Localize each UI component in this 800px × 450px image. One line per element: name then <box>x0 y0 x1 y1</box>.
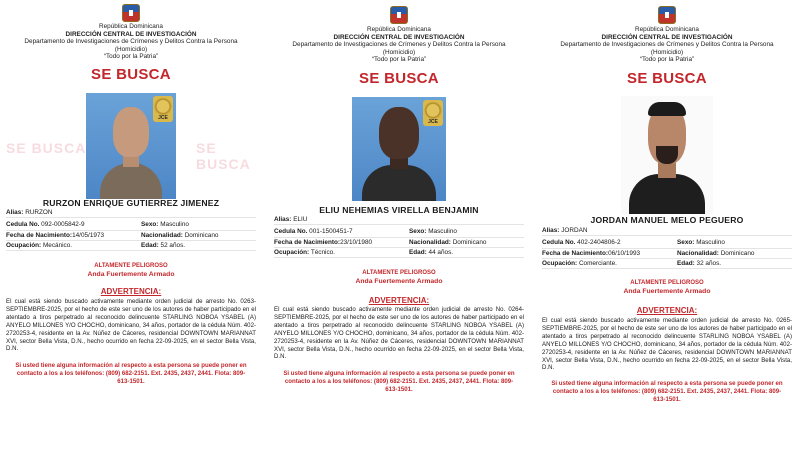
jce-seal-icon: JCE <box>153 96 173 122</box>
warning-title: ADVERTENCIA: <box>100 287 162 296</box>
danger-label: ALTAMENTE PELIGROSO <box>362 270 436 276</box>
warning-body: El cual está siendo buscado activamente mediante orden judicial de arresto No. 0263-SEPTIEMBRE-2025, por el hecho de este ser uno de los autores de haber participado en el atentado a tiros perpetrado al reconocido delincuente STARLING NOBOA YSABEL (A) ANYELO MILLONES Y/O CHOCHO, dominicano, 34 años, portador de la cédula Núm. 402-2720253-4, residente en la Av. Núñez de Cáceres, residencial DOWNTOWN MARIANNAT XVI, sector Bella Vista, D.N., hecho ocurrido en fecha 22-09-2025, en el sector Bella Vista, D.N. <box>6 298 256 353</box>
poster-header: República Dominicana DIRECCIÓN CENTRAL DE INVESTIGACIÓN Departamento de Investigaciones de Crímenes y Delitos Contra la Persona (Homicidio) “Todo por la Patria” <box>24 23 238 61</box>
coat-of-arms-icon <box>390 6 408 24</box>
armed-label: Anda Fuertemente Armado <box>87 271 175 278</box>
suspect-name: ELIU NEHEMIAS VIRELLA BENJAMIN <box>319 205 479 215</box>
armed-label: Anda Fuertemente Armado <box>623 288 711 295</box>
armed-label: Anda Fuertemente Armado <box>355 278 443 285</box>
suspect-name: RURZON ENRIQUE GUTIERREZ JIMENEZ <box>42 198 220 208</box>
wanted-poster-2 <box>268 0 530 450</box>
suspect-info: Alias: JORDAN Cedula No. 402-2404806-2 Sexo: Masculino Fecha de Nacimiento:06/10/1993 Nacionalidad: Dominicano Ocupación: Comerciante. Edad: 32 años. <box>542 226 792 269</box>
coat-of-arms-icon <box>658 6 676 24</box>
suspect-info: Alias: RURZON Cedula No. 092-0005842-9 Sexo: Masculino Fecha de Nacimiento:14/05/1973 Nacionalidad: Dominicano Ocupación: Mecánico. Edad: 52 años. <box>6 208 256 251</box>
warning-title: ADVERTENCIA: <box>368 296 430 305</box>
wanted-poster-3 <box>536 0 798 450</box>
suspect-info: Alias: ELIU Cedula No. 001-1500451-7 Sexo: Masculino Fecha de Nacimiento:23/10/1980 Nacionalidad: Dominicano Ocupación: Técnico. Edad: 44 años. <box>274 215 524 258</box>
coat-of-arms-icon <box>122 4 140 22</box>
suspect-photo <box>86 93 176 199</box>
se-busca-title: SE BUSCA <box>91 66 171 83</box>
warning-body: El cual está siendo buscado activamente mediante orden judicial de arresto No. 0264-SEPTIEMBRE-2025, por el hecho de este ser uno de los autores de haber participado en el atentado a tiros perpetrado al reconocido delincuente STARLING NOBOA YSABEL (A) ANYELO MILLONES Y/O CHOCHO, dominicano, 34 años, portador de la cédula Núm. 402-2720253-4, residente en la Av. Núñez de Cáceres, residencial DOWNTOWN MARIANNAT XVI, sector Bella Vista, D.N., hecho ocurrido en fecha 22-09-2025, en el sector Bella Vista, D.N. <box>274 306 524 361</box>
danger-label: ALTAMENTE PELIGROSO <box>94 263 168 269</box>
poster-header: República Dominicana DIRECCIÓN CENTRAL DE INVESTIGACIÓN Departamento de Investigaciones de Crímenes y Delitos Contra la Persona (Homicidio) “Todo por la Patria” <box>292 26 506 64</box>
watermark: SE BUSCA <box>6 140 87 156</box>
warning-title: ADVERTENCIA: <box>636 306 698 315</box>
suspect-name: JORDAN MANUEL MELO PEGUERO <box>590 215 744 225</box>
wanted-poster-1 <box>0 0 262 450</box>
watermark: SE BUSCA <box>196 140 251 172</box>
warning-body: El cual está siendo buscado activamente mediante orden judicial de arresto No. 0265-SEPTIEMBRE-2025, por el hecho de este ser uno de los autores de haber participado en el atentado a tiros perpetrado al reconocido delincuente STARLING NOBOA YSABEL (A) ANYELO MILLONES Y/O CHOCHO, dominicano, 34 años, portador de la cédula Núm. 402-2720253-4, residente en la Av. Núñez de Cáceres, residencial DOWNTOWN MARIANNAT XVI, sector Bella Vista, D.N., hecho ocurrido en fecha 22-09-2025, en el sector Bella Vista, D.N. <box>542 317 792 372</box>
contact-info: Si usted tiene alguna información al respecto a esta persona se puede poner en contacto a los a los teléfonos: (809) 682-2151. Ext. 2435, 2437, 2441. Flota: 809-613-1501. <box>15 362 247 385</box>
danger-label: ALTAMENTE PELIGROSO <box>630 280 704 286</box>
jce-seal-icon: JCE <box>423 100 443 126</box>
contact-info: Si usted tiene alguna información al respecto a esta persona se puede poner en contacto a los a los teléfonos: (809) 682-2151. Ext. 2435, 2437, 2441. Flota: 809-613-1501. <box>283 370 515 393</box>
contact-info: Si usted tiene alguna información al respecto a esta persona se puede poner en contacto a los a los teléfonos: (809) 682-2151. Ext. 2435, 2437, 2441. Flota: 809-613-1501. <box>551 380 783 403</box>
se-busca-title: SE BUSCA <box>627 70 707 87</box>
suspect-photo <box>352 97 446 201</box>
poster-header: República Dominicana DIRECCIÓN CENTRAL DE INVESTIGACIÓN Departamento de Investigaciones de Crímenes y Delitos Contra la Persona (Homicidio) “Todo por la Patria” <box>560 26 774 64</box>
suspect-photo <box>621 96 713 214</box>
se-busca-title: SE BUSCA <box>359 70 439 87</box>
